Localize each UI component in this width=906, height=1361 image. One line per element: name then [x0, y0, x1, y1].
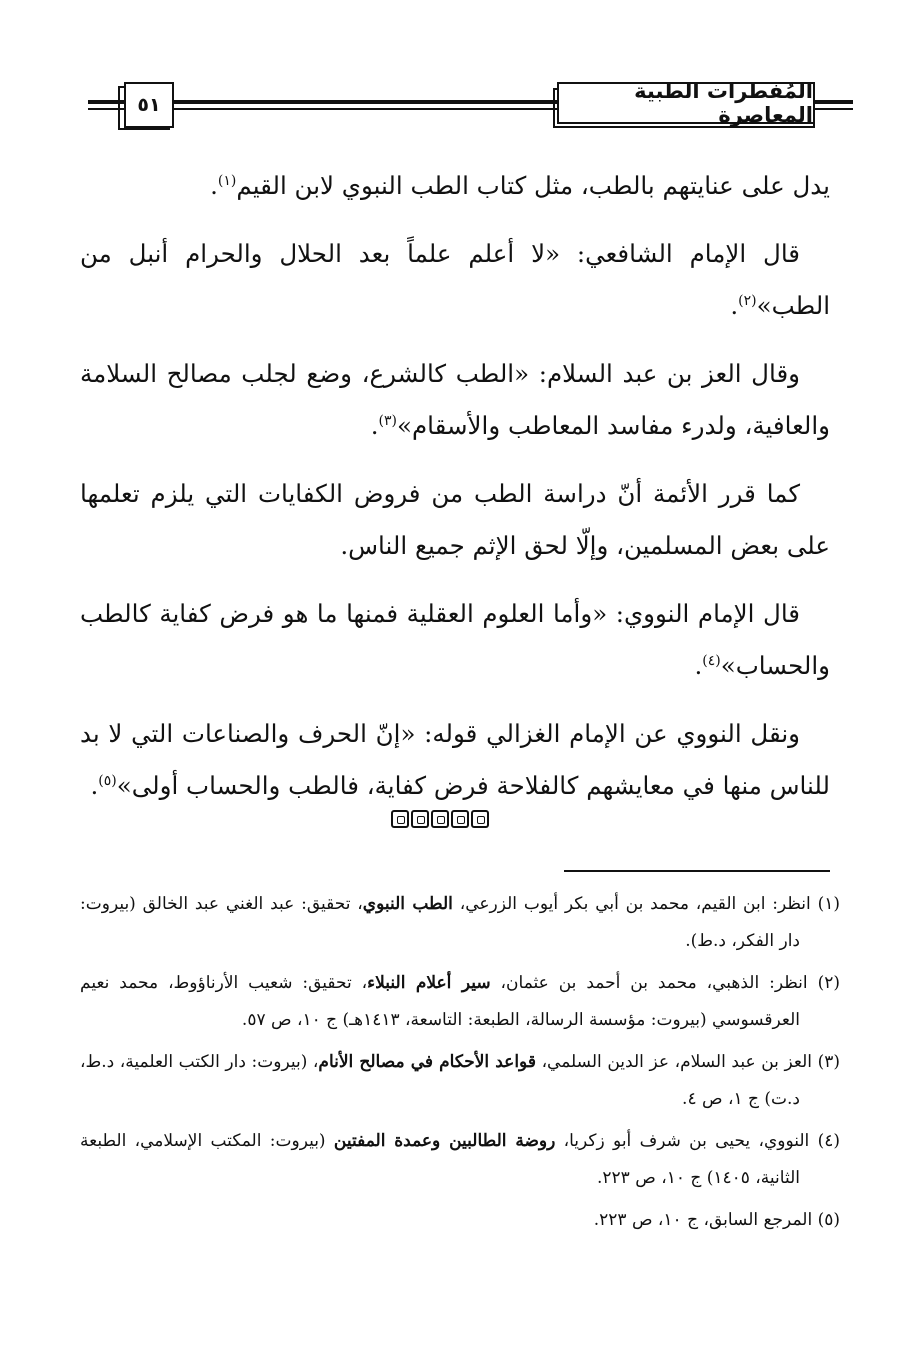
footnote-5	[80, 1202, 840, 1239]
footnote-text: انظر: ابن القيم، محمد بن أبي بكر أيوب الزرعي،	[459, 894, 811, 914]
footnote-4	[80, 1123, 840, 1197]
header-rule-right-thick	[815, 100, 853, 104]
footnote-text: ، تحقيق: عبد الغني عبد الخالق (بيروت: دار الفكر، د.ط).	[80, 894, 800, 951]
footnote-3	[80, 1044, 840, 1118]
paragraph-1-period: .	[210, 171, 218, 200]
paragraph-6-period: .	[90, 771, 99, 800]
paragraph-2-period: .	[730, 291, 739, 320]
footnote-text: ، (بيروت: دار الكتب العلمية، د.ط، د.ت) ج ١، ص ٤.	[80, 1052, 800, 1109]
section-separator-ornament	[390, 810, 490, 832]
paragraph-3-period: .	[370, 411, 379, 440]
footnote-number: (٤)	[817, 1131, 841, 1151]
footnote-number: (٥)	[817, 1210, 840, 1230]
page-number: ٥١	[124, 82, 174, 128]
header-rule-left-thin	[88, 108, 124, 110]
paragraph-2-text: قال الإمام الشافعي: «لا أعلم علماً بعد الحلال والحرام أنبل من الطب»	[80, 239, 830, 320]
footnote-ref-5: (٥)	[98, 772, 117, 789]
paragraph-5-period: .	[694, 651, 703, 680]
header-rule-middle-thin	[174, 108, 557, 110]
main-text	[80, 160, 830, 828]
footnote-ref-3: (٣)	[378, 412, 397, 429]
footnote-2	[80, 965, 840, 1039]
footnote-text: النووي، يحيى بن شرف أبو زكريا،	[563, 1131, 810, 1151]
footnote-book-title: سير أعلام النبلاء	[367, 973, 491, 993]
paragraph-1-text: يدل على عنايتهم بالطب، مثل كتاب الطب النبوي لابن القيم	[236, 171, 830, 200]
running-title: المُفطرات الطبية المعاصرة	[557, 82, 815, 124]
footnote-ref-4: (٤)	[702, 652, 721, 669]
paragraph-3-text: وقال العز بن عبد السلام: «الطب كالشرع، وضع لجلب مصالح السلامة والعافية، ولدرء مفاسد المعاطب والأسقام»	[80, 359, 830, 440]
ornament-icon	[431, 810, 449, 828]
paragraph-6	[80, 708, 830, 812]
footnote-number: (٢)	[817, 973, 840, 993]
footnote-text: انظر: الذهبي، محمد بن أحمد بن عثمان،	[500, 973, 808, 993]
footnote-ref-1: (١)	[217, 172, 237, 189]
ornament-icon	[451, 810, 469, 828]
footnotes	[80, 886, 840, 1244]
paragraph-4-text: كما قرر الأئمة أنّ دراسة الطب من فروض الكفايات التي يلزم تعلمها على بعض المسلمين، وإلّا لحق الإثم جميع الناس.	[80, 479, 830, 560]
paragraph-5	[80, 588, 830, 692]
paragraph-3	[80, 348, 830, 452]
header-rule-middle-thick	[174, 100, 557, 104]
footnote-text: (بيروت: المكتب الإسلامي، الطبعة الثانية، ١٤٠٥) ج ١٠، ص ٢٢٣.	[80, 1131, 800, 1188]
paragraph-2	[80, 228, 830, 332]
footnote-separator	[564, 870, 830, 872]
header-rule-right-thin	[815, 108, 853, 110]
footnote-number: (٣)	[817, 1052, 840, 1072]
paragraph-4	[80, 468, 830, 572]
footnote-number: (١)	[817, 894, 841, 914]
footnote-text: العز بن عبد السلام، عز الدين السلمي،	[541, 1052, 812, 1072]
footnote-book-title: الطب النبوي	[362, 894, 453, 914]
footnote-book-title: قواعد الأحكام في مصالح الأنام	[318, 1052, 536, 1072]
ornament-icon	[391, 810, 409, 828]
footnote-text: المرجع السابق، ج ١٠، ص ٢٢٣.	[593, 1210, 813, 1230]
paragraph-1	[80, 160, 830, 212]
footnote-text: ، تحقيق: شعيب الأرناؤوط، محمد نعيم العرقسوسي (بيروت: مؤسسة الرسالة، الطبعة: التاسعة، ١٤١٣هـ) ج ١٠، ص ٥٧.	[80, 973, 800, 1030]
footnote-ref-2: (٢)	[738, 292, 757, 309]
footnote-1	[80, 886, 840, 960]
ornament-icon	[411, 810, 429, 828]
ornament-icon	[471, 810, 489, 828]
header-rule-left-thick	[88, 100, 124, 104]
paragraph-6-text: ونقل النووي عن الإمام الغزالي قوله: «إنّ الحرف والصناعات التي لا بد للناس منها في معايشهم كالفلاحة فرض كفاية، فالطب والحساب أولى»	[80, 719, 830, 800]
paragraph-5-text: قال الإمام النووي: «وأما العلوم العقلية فمنها ما هو فرض كفاية كالطب والحساب»	[80, 599, 830, 680]
footnote-book-title: روضة الطالبين وعمدة المفتين	[333, 1131, 556, 1151]
